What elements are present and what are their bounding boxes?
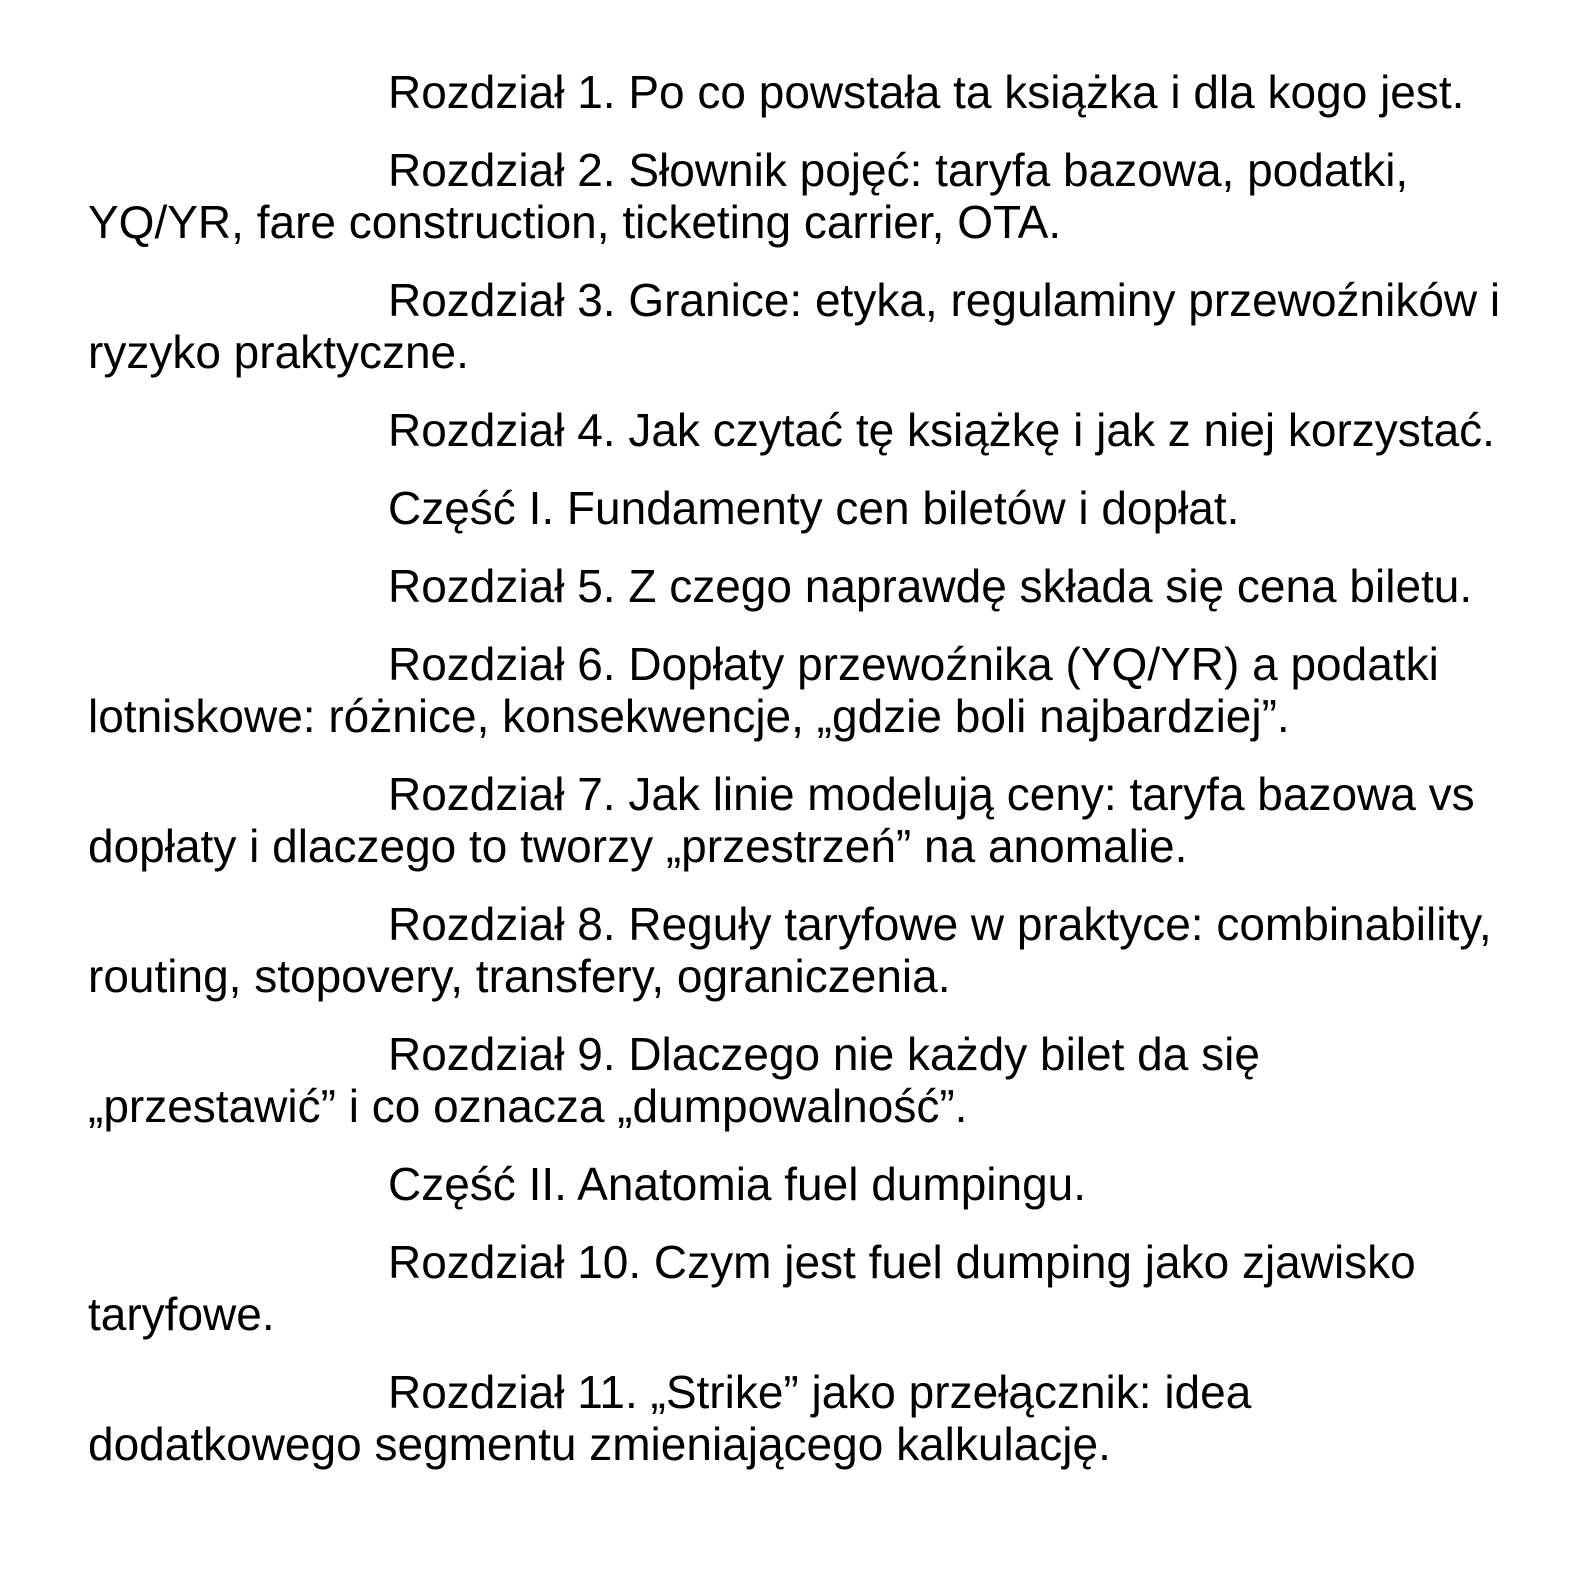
toc-entry-line: YQ/YR, fare construction, ticketing carrier, OTA. [88, 196, 1062, 248]
toc-entry-line: Rozdział 1. Po co powstała ta książka i dla kogo jest. [388, 66, 1465, 118]
toc-part-entry[interactable] [88, 1158, 1494, 1210]
toc-chapter-entry[interactable] [88, 1366, 1494, 1470]
toc-chapter-entry[interactable] [88, 144, 1494, 248]
toc-entry-line: Rozdział 5. Z czego naprawdę składa się cena biletu. [388, 560, 1473, 612]
toc-entry-line: taryfowe. [88, 1288, 275, 1340]
toc-entry-line: Rozdział 2. Słownik pojęć: taryfa bazowa, podatki, [388, 144, 1409, 196]
toc-entry-line: Rozdział 10. Czym jest fuel dumping jako zjawisko [388, 1236, 1416, 1288]
toc-chapter-entry[interactable] [88, 768, 1494, 872]
toc-chapter-entry[interactable] [88, 404, 1494, 456]
toc-entry-line: „przestawić” i co oznacza „dumpowalność”. [88, 1080, 968, 1132]
toc-entry-line: Część I. Fundamenty cen biletów i dopłat. [388, 482, 1240, 534]
table-of-contents [88, 66, 1501, 1470]
toc-entry-line: lotniskowe: różnice, konsekwencje, „gdzie boli najbardziej”. [88, 690, 1290, 742]
toc-chapter-entry[interactable] [88, 638, 1494, 742]
toc-chapter-entry[interactable] [88, 898, 1494, 1002]
toc-entry-line: Rozdział 6. Dopłaty przewoźnika (YQ/YR) a podatki [388, 638, 1439, 690]
toc-entry-line: dopłaty i dlaczego to tworzy „przestrzeń” na anomalie. [88, 820, 1188, 872]
toc-chapter-entry[interactable] [88, 1236, 1494, 1340]
toc-entry-line: Rozdział 3. Granice: etyka, regulaminy przewoźników i [388, 274, 1501, 326]
toc-chapter-entry[interactable] [88, 274, 1501, 378]
toc-entry-line: Rozdział 9. Dlaczego nie każdy bilet da się [388, 1028, 1260, 1080]
toc-part-entry[interactable] [88, 482, 1494, 534]
toc-entry-line: dodatkowego segmentu zmieniającego kalkulację. [88, 1418, 1111, 1470]
toc-entry-line: Rozdział 11. „Strike” jako przełącznik: idea [388, 1366, 1252, 1418]
toc-chapter-entry[interactable] [88, 1028, 1494, 1132]
toc-entry-line: Rozdział 4. Jak czytać tę książkę i jak z niej korzystać. [388, 404, 1495, 456]
toc-entry-line: ryzyko praktyczne. [88, 326, 469, 378]
toc-chapter-entry[interactable] [88, 66, 1494, 118]
toc-chapter-entry[interactable] [88, 560, 1494, 612]
toc-entry-line: Rozdział 8. Reguły taryfowe w praktyce: combinability, [388, 898, 1492, 950]
toc-entry-line: Część II. Anatomia fuel dumpingu. [388, 1158, 1087, 1210]
toc-entry-line: routing, stopovery, transfery, ograniczenia. [88, 950, 951, 1002]
toc-entry-line: Rozdział 7. Jak linie modelują ceny: taryfa bazowa vs [388, 768, 1475, 820]
